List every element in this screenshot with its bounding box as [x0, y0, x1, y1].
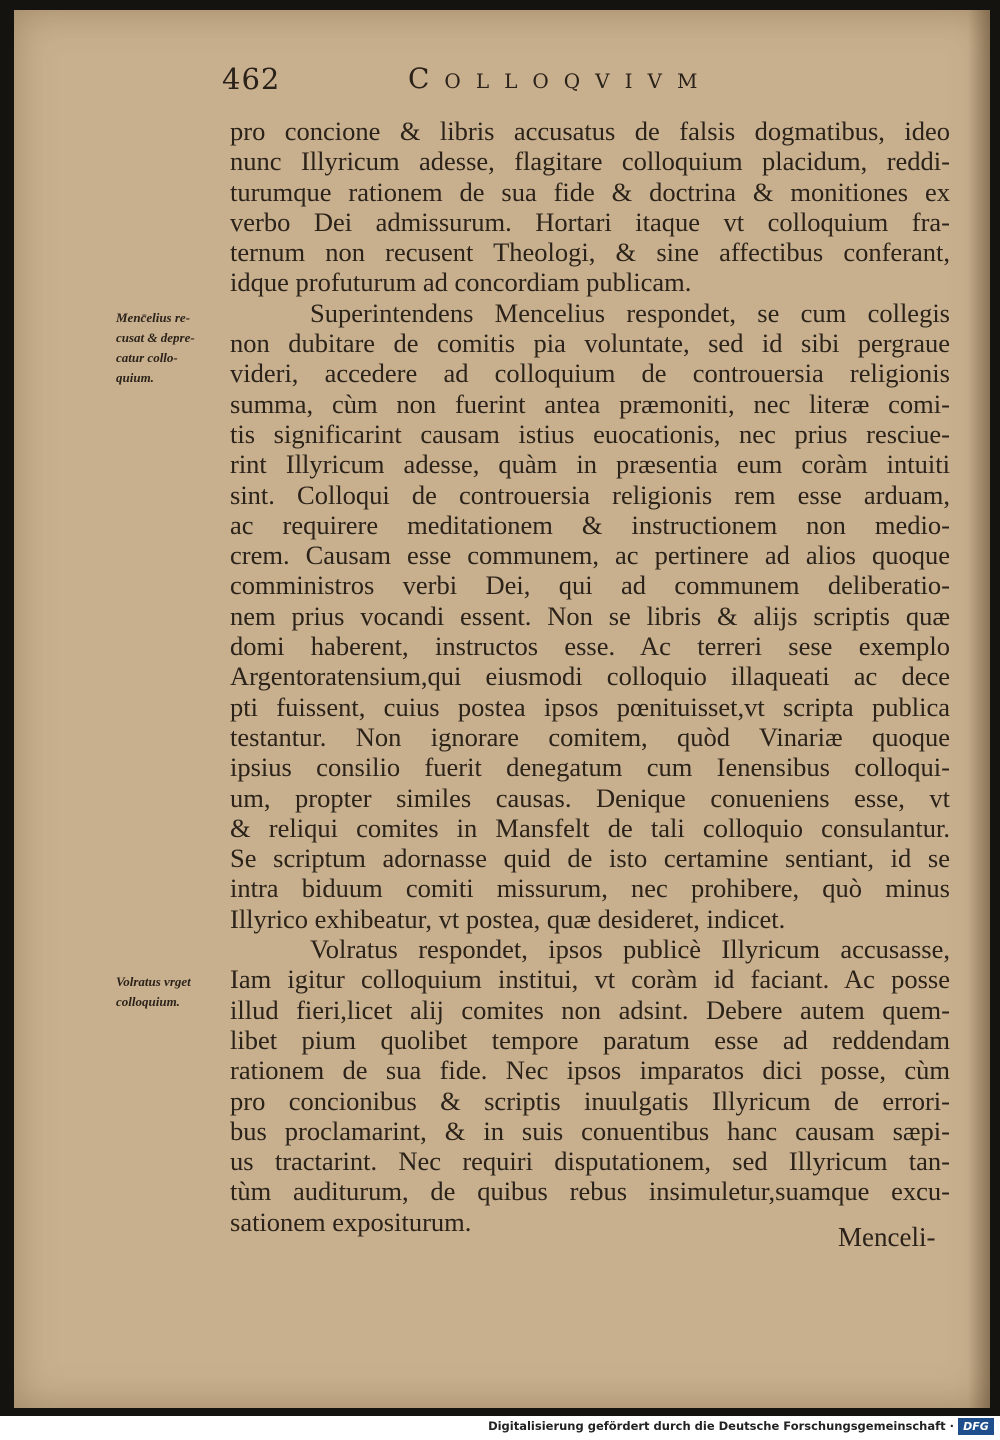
text-line: bus proclamarint, & in suis conuentibus hanc causam sæpi- — [230, 1115, 950, 1146]
text-line: pro concionibus & scriptis inuulgatis Illyricum de errori- — [230, 1085, 950, 1116]
page-number: 462 — [222, 62, 281, 96]
text-line: pro concione & libris accusatus de falsis dogmatibus, ideo — [230, 116, 950, 146]
marginal-note-line: Menc̄elius re- — [116, 310, 191, 325]
text-line: crem. Causam esse communem, ac pertinere ad alios quoque — [230, 540, 950, 571]
text-line: sint. Colloqui de controuersia religionis rem esse arduam, — [230, 479, 950, 510]
text-line: intra biduum comiti missurum, nec prohibere, quò minus — [230, 873, 950, 904]
marginal-note-line: cusat & depre- — [116, 330, 195, 345]
text-line: Se scriptum adornasse quid de isto certamine sentiant, id se — [230, 843, 950, 874]
text-line: & reliqui comites in Mansfelt de tali colloquio consulantur. — [230, 812, 950, 843]
text-line: libet pium quolibet tempore paratum esse ad reddendam — [230, 1024, 950, 1055]
text-line: verbo Dei admissurum. Hortari itaque vt colloquium fra- — [230, 206, 950, 237]
text-line: Iam igitur colloquium institui, vt coràm id faciant. Ac posse — [230, 964, 950, 995]
running-head: Colloqvivm — [408, 62, 713, 95]
catchword: Menceli- — [838, 1222, 936, 1252]
marginal-note-line: quium. — [116, 370, 154, 385]
page-edge-shadow — [968, 10, 990, 1408]
dfg-logo[interactable]: DFG — [958, 1418, 994, 1435]
text-line: Superintendens Mencelius respondet, se cum collegis — [310, 297, 950, 328]
text-line: tùm auditurum, de quibus rebus insimuletur,suamque excu- — [230, 1176, 950, 1207]
text-line: ternum non recusent Theologi, & sine affectibus conferant, — [230, 237, 950, 268]
text-line: nem prius vocandi essent. Non se libris & alijs scriptis quæ — [230, 600, 950, 631]
text-line: pti fuissent, cuius postea ipsos pœnituisset,vt scripta publica — [230, 691, 950, 722]
text-line: ac requirere meditationem & instructionem non medio- — [230, 509, 950, 540]
text-line: turumque rationem de sua fide & doctrina & monitiones ex — [230, 176, 950, 207]
text-line: um, propter similes causas. Denique conueniens esse, vt — [230, 782, 950, 813]
text-line: non dubitare de comitis pia voluntate, sed id sibi pergraue — [230, 328, 950, 359]
text-line: ipsius consilio fuerit denegatum cum Ienensibus colloqui- — [230, 752, 950, 783]
text-line: videri, accedere ad colloquium de controuersia religionis — [230, 358, 950, 389]
text-line: illud fieri,licet alij comites non adsint. Debere autem quem- — [230, 994, 950, 1025]
text-line: Illyrico exhibeatur, vt postea, quæ desideret, indicet. — [230, 903, 786, 934]
text-line: comministros verbi Dei, qui ad communem deliberatio- — [230, 570, 950, 601]
body-text — [230, 116, 950, 1237]
text-line: rationem de sua fide. Nec ipsos imparatos dici posse, cùm — [230, 1055, 950, 1086]
funding-credit: Digitalisierung gefördert durch die Deutsche Forschungsgemeinschaft · — [488, 1419, 954, 1433]
marginal-note-line: colloquium. — [116, 994, 180, 1009]
text-line: Volratus respondet, ipsos publicè Illyricum accusasse, — [310, 934, 950, 965]
text-line: summa, cùm non fuerint antea præmoniti, nec literæ comi- — [230, 388, 950, 419]
text-line: testantur. Non ignorare comitem, quòd Vinariæ quoque — [230, 721, 950, 752]
text-line: nunc Illyricum adesse, flagitare colloquium placidum, reddi- — [230, 146, 950, 177]
text-line: Argentoratensium,qui eiusmodi colloquio illaqueati ac dece — [230, 661, 950, 692]
marginal-note-line: Volratus vrget — [116, 974, 191, 989]
text-line: sationem expositurum. — [230, 1206, 472, 1237]
text-line: idque profuturum ad concordiam publicam. — [230, 267, 692, 298]
marginal-note-mencelius — [116, 308, 236, 388]
marginal-note-line: catur collo- — [116, 350, 178, 365]
text-line: domi haberent, instructos esse. Ac terreri sese exemplo — [230, 631, 950, 662]
text-line: tis significarint causam istius euocationis, nec prius resciue- — [230, 418, 950, 449]
marginal-note-volratus — [116, 972, 236, 1012]
text-line: rint Illyricum adesse, quàm in præsentia eum coràm intuiti — [230, 449, 950, 480]
text-line: us tractarint. Nec requiri disputationem, sed Illyricum tan- — [230, 1146, 950, 1177]
